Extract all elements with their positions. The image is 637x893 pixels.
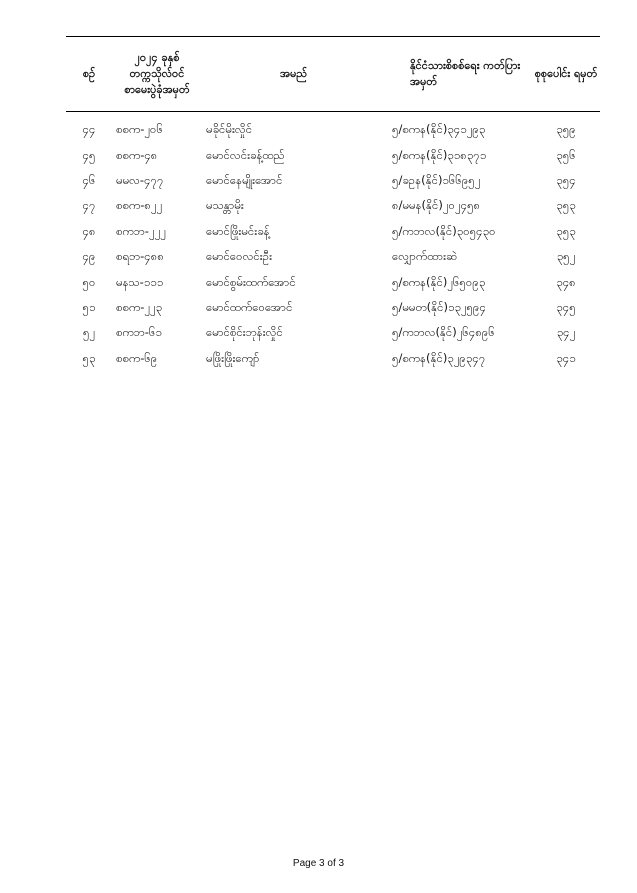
cell-serial: ၄၈: [82, 223, 96, 238]
cell-serial: ၅၁: [82, 299, 96, 314]
table-row: [66, 321, 600, 346]
cell-roll-number: မမလ-၄၇၇: [116, 172, 164, 187]
cell-name: မောင်နေမျိုးအောင်: [206, 172, 283, 187]
cell-serial: ၅၀: [82, 274, 96, 289]
cell-total-marks: ၃၅၆: [556, 147, 576, 162]
cell-total-marks: ၃၅၄: [556, 172, 576, 187]
cell-serial: ၄၄: [82, 122, 96, 137]
cell-serial: ၅၃: [82, 350, 96, 365]
table-row: [66, 270, 600, 295]
cell-name: မသန္တာမိုး: [206, 198, 244, 213]
cell-nrc: ၅/စကန(နိုင်)၃၁၈၃၇၁: [392, 147, 487, 162]
header-roll-number: ၂၀၂၄ ခုနှစ် တက္ကသိုလ်ဝင် စာမေးပွဲခုံအမှတ်: [124, 51, 190, 96]
cell-name: မောင်ထက်ဝေအောင်: [206, 299, 293, 314]
table-row: [66, 296, 600, 321]
table-row: [66, 194, 600, 219]
cell-name: မောင်ဝေလင်းဦး: [206, 249, 273, 264]
table-row: [66, 245, 600, 270]
table-header: [66, 37, 600, 112]
cell-name: မောင်စိုင်းဘုန်းလှိုင်: [206, 325, 283, 340]
cell-total-marks: ၃၅၂: [556, 249, 576, 264]
table-row: [66, 169, 600, 194]
cell-serial: ၄၆: [82, 172, 96, 187]
table-row: [66, 143, 600, 168]
table-body: [66, 118, 600, 372]
cell-nrc: ၅/စကန(နိုင်)၃၂၉၃၄၇: [392, 350, 486, 365]
cell-name: မောင်စွမ်းထက်အောင်: [206, 274, 296, 289]
cell-nrc: ၅/ကဘလ(နိုင်)၂၆၄၈၉၆: [392, 325, 495, 340]
cell-name: မဖြိုးဖြိုးကျော်: [206, 350, 260, 365]
cell-total-marks: ၃၄၈: [556, 274, 576, 289]
cell-nrc: ၅/ခဥန(နိုင်)၁၆၆၉၅၂: [392, 172, 481, 187]
cell-roll-number: စစက-၈၂၂: [116, 198, 163, 213]
results-table: [66, 36, 600, 372]
cell-name: မောင်ဖြိုးမင်းခန့်: [206, 223, 270, 238]
cell-roll-number: မနသ-၁၁၁: [116, 274, 164, 289]
cell-serial: ၅၂: [82, 325, 96, 340]
cell-name: မောင်လင်းခန့်ထည်: [206, 147, 285, 162]
cell-serial: ၄၅: [82, 147, 96, 162]
table-row: [66, 347, 600, 372]
cell-total-marks: ၃၄၂: [556, 325, 576, 340]
cell-total-marks: ၃၄၅: [556, 299, 576, 314]
cell-nrc: ၅/စကန(နိုင်)၃၄၁၂၉၃: [392, 122, 486, 137]
table-row: [66, 220, 600, 245]
cell-roll-number: စစက-၆၉: [116, 350, 158, 365]
table-row: [66, 118, 600, 143]
cell-roll-number: စရဘ-၄၈၈: [116, 249, 164, 264]
cell-roll-number: စစက-၂၀၆: [116, 122, 163, 137]
cell-roll-number: စစက-၄၈: [116, 147, 158, 162]
cell-total-marks: ၃၅၉: [556, 122, 576, 137]
cell-nrc: ၅/စကန(နိုင်)၂၆၅၀၉၃: [392, 274, 486, 289]
cell-roll-number: စကဘ-၆၁: [116, 325, 162, 340]
cell-total-marks: ၃၅၃: [556, 198, 576, 213]
cell-nrc: လျှောက်ထားဆဲ: [392, 249, 458, 264]
header-serial: စဉ်: [82, 67, 96, 80]
page-number: Page 3 of 3: [292, 858, 345, 869]
cell-serial: ၄၉: [82, 249, 96, 264]
cell-total-marks: ၃၄၁: [556, 350, 576, 365]
cell-nrc: ၅/ကဘလ(နိုင်)၃၀၅၄၃၀: [392, 223, 496, 238]
header-name: အမည်: [280, 67, 308, 80]
cell-total-marks: ၃၅၃: [556, 223, 576, 238]
cell-nrc: ၅/မမတ(နိုင်)၁၃၂၅၉၄: [392, 299, 486, 314]
cell-nrc: ၈/မမန(နိုင်)၂၀၂၄၅၈: [392, 198, 481, 213]
header-nrc: နိုင်ငံသားစိစစ်ရေး ကတ်ပြားအမှတ်: [410, 59, 521, 88]
header-total-marks: စုစုပေါင်း ရမှတ်: [534, 67, 598, 80]
cell-roll-number: စစက-၂၂၃: [116, 299, 163, 314]
cell-name: မခိုင်မိုးလှိုင်: [206, 122, 253, 137]
cell-serial: ၄၇: [82, 198, 96, 213]
cell-roll-number: စကဘ-၂၂၂: [116, 223, 166, 238]
